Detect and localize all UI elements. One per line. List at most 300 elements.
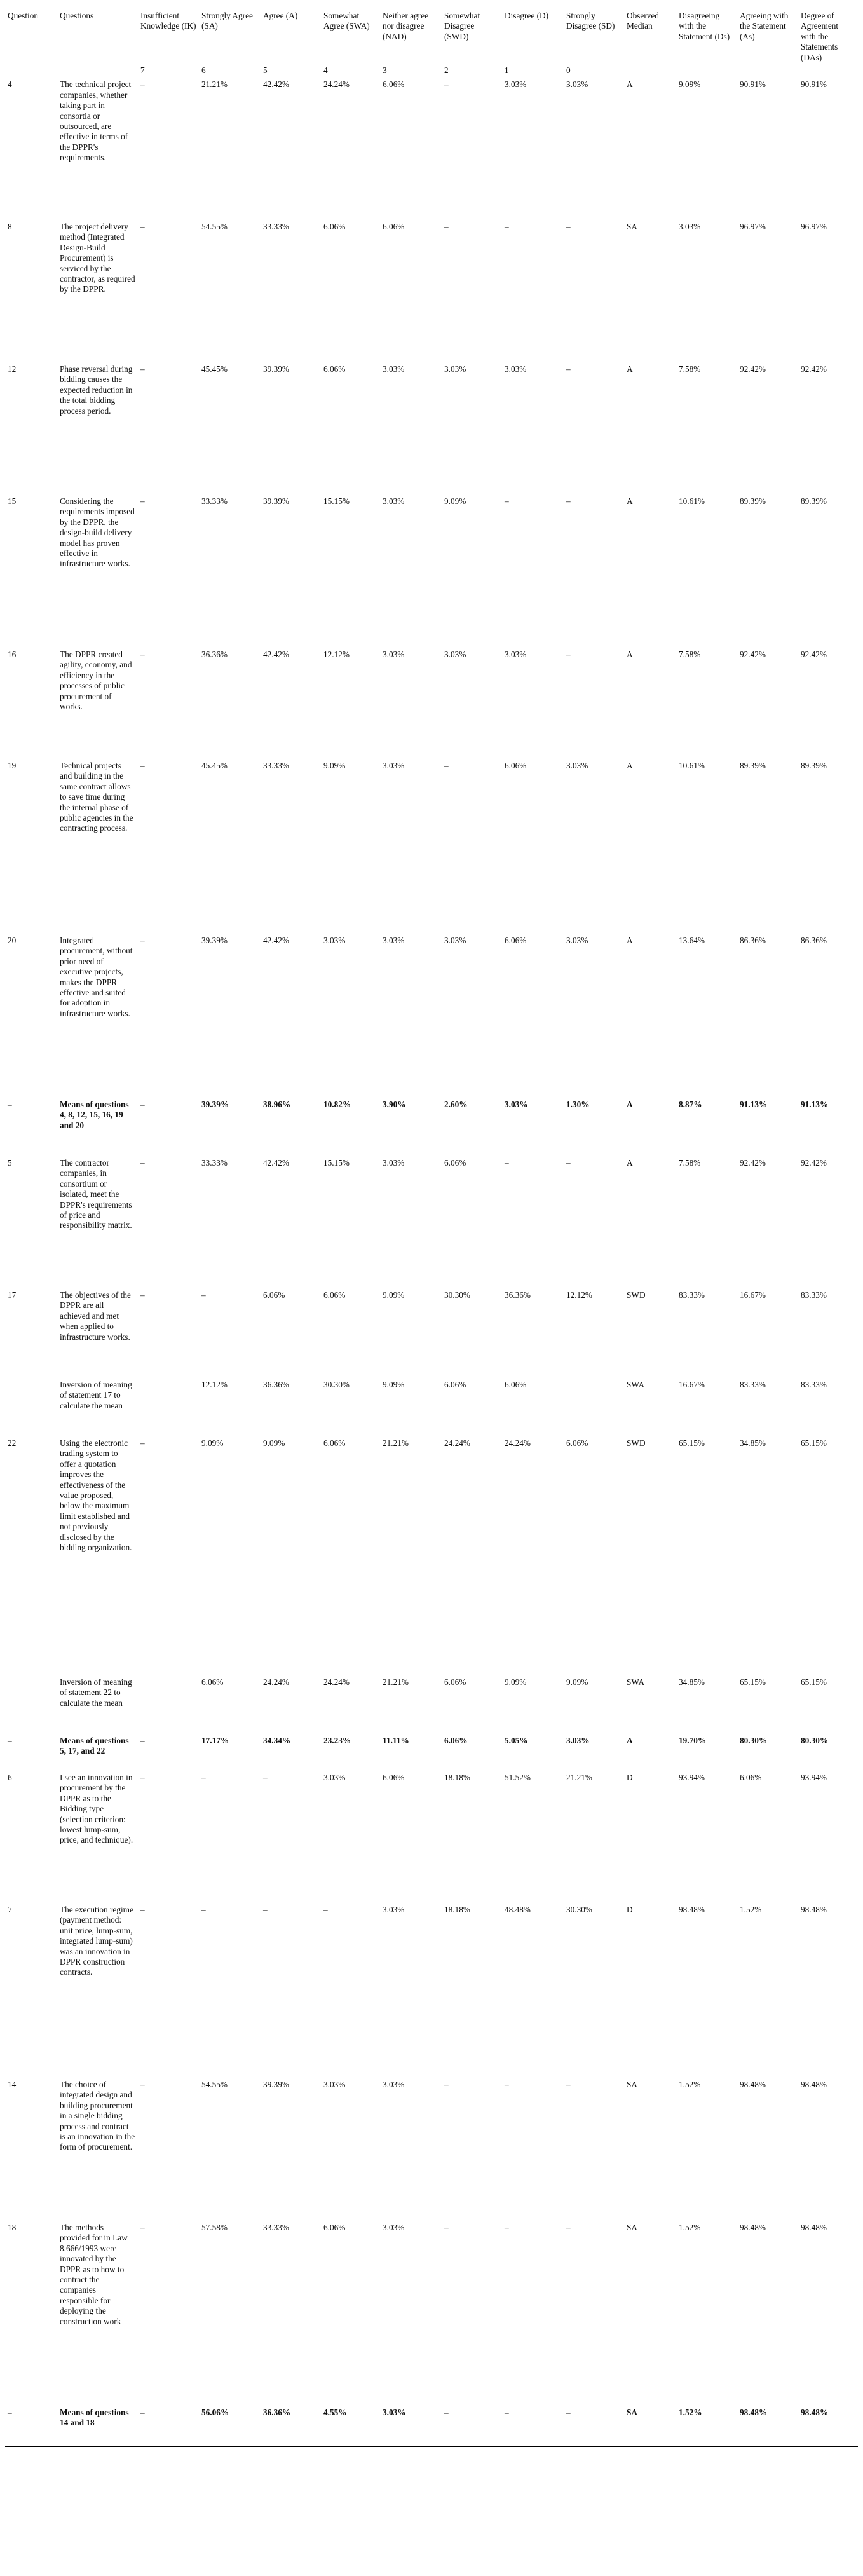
ik-cell: –	[140, 1438, 145, 1448]
question-number-cell: 4	[8, 79, 12, 90]
as-cell: 90.91%	[740, 79, 766, 90]
das-cell: 89.39%	[801, 496, 827, 506]
scale-code: 7	[138, 63, 199, 78]
question-number-cell: 19	[8, 760, 17, 770]
nad-cell: 6.06%	[383, 1772, 405, 1782]
table-row	[5, 2078, 858, 2221]
median-cell: SWD	[627, 1290, 646, 1300]
d-cell: 36.36%	[505, 1290, 531, 1300]
swd-cell: 9.09%	[444, 496, 466, 506]
swa-cell: 23.23%	[323, 1735, 351, 1745]
swa-cell: 6.06%	[323, 364, 346, 374]
das-cell: 98.48%	[801, 1904, 827, 1914]
median-cell: A	[627, 79, 633, 90]
table-row	[5, 934, 858, 1098]
swd-cell: 6.06%	[444, 1677, 466, 1687]
swa-cell: 24.24%	[323, 79, 350, 90]
a-cell: 42.42%	[263, 1157, 289, 1168]
question-text-cell: The DPPR created agility, economy, and efficiency in the processes of public procurement of works.	[60, 649, 132, 711]
as-cell: 34.85%	[740, 1438, 766, 1448]
question-number-cell: 22	[8, 1438, 17, 1448]
as-cell: 92.42%	[740, 364, 766, 374]
question-text-cell: Phase reversal during bidding causes the expected reduction in the total bidding process period.	[60, 364, 133, 416]
ik-cell: –	[140, 79, 145, 90]
d-cell: 6.06%	[505, 935, 527, 945]
ik-cell: –	[140, 2079, 145, 2089]
median-cell: A	[627, 1735, 633, 1745]
median-cell: SWA	[627, 1677, 645, 1687]
a-cell: 34.34%	[263, 1735, 291, 1745]
nad-cell: 11.11%	[383, 1735, 409, 1745]
column-header: Insufficient Knowledge (IK)	[138, 8, 199, 64]
sa-cell: –	[201, 1772, 206, 1782]
das-cell: 93.94%	[801, 1772, 827, 1782]
table-row	[5, 1676, 858, 1734]
swd-cell: 3.03%	[444, 364, 466, 374]
question-number-cell: 16	[8, 649, 17, 659]
sd-cell: 3.03%	[566, 1735, 590, 1745]
a-cell: 39.39%	[263, 364, 289, 374]
median-cell: D	[627, 1772, 633, 1782]
swa-cell: 3.03%	[323, 1772, 346, 1782]
nad-cell: 3.03%	[380, 2406, 442, 2447]
question-text-cell: The project delivery method (Integrated Design-Build Procurement) is serviced by the contractor, as required by the DPPR.	[60, 221, 135, 294]
sa-cell: 9.09%	[201, 1438, 224, 1448]
median-cell: A	[627, 1157, 633, 1168]
question-number-cell: –	[8, 1099, 12, 1109]
das-cell: 80.30%	[801, 1735, 829, 1745]
das-cell: 86.36%	[801, 935, 827, 945]
column-header: Agreeing with the Statement (As)	[737, 8, 798, 64]
a-cell: 36.36%	[263, 1379, 289, 1389]
d-cell: 9.09%	[505, 1677, 527, 1687]
swd-cell: 18.18%	[444, 1772, 470, 1782]
question-text-cell: Means of questions 14 and 18	[57, 2406, 138, 2447]
question-number-cell: 14	[8, 2079, 17, 2089]
nad-cell: 6.06%	[383, 79, 405, 90]
sa-cell: 33.33%	[201, 496, 228, 506]
scale-code	[5, 63, 57, 78]
sa-cell: 33.33%	[201, 1157, 228, 1168]
header-row	[5, 8, 858, 64]
as-cell: 91.13%	[740, 1099, 768, 1109]
as-cell: 83.33%	[740, 1379, 766, 1389]
median-cell: SA	[627, 221, 637, 231]
swa-cell: 6.06%	[323, 1438, 346, 1448]
scale-code: 5	[261, 63, 321, 78]
as-cell: 98.48%	[740, 2222, 766, 2232]
sa-cell: –	[201, 1290, 206, 1300]
sd-cell: 12.12%	[566, 1290, 592, 1300]
swa-cell: 6.06%	[323, 221, 346, 231]
question-number-cell: 8	[8, 221, 12, 231]
swd-cell: 6.06%	[444, 1735, 468, 1745]
nad-cell: 21.21%	[383, 1438, 409, 1448]
scale-code	[57, 63, 138, 78]
das-cell: 90.91%	[801, 79, 827, 90]
sa-cell: 56.06%	[199, 2406, 261, 2447]
swd-cell: 6.06%	[444, 1379, 466, 1389]
as-cell: 1.52%	[740, 1904, 762, 1914]
ds-cell: 1.52%	[679, 2222, 701, 2232]
a-cell: 36.36%	[261, 2406, 321, 2447]
median-cell: A	[627, 935, 633, 945]
question-text-cell: I see an innovation in procurement by the DPPR as to the Bidding type (selection criterion: lowest lump-sum, price, and technique).	[60, 1772, 133, 1845]
nad-cell: 3.03%	[383, 1904, 405, 1914]
sd-cell: 21.21%	[566, 1772, 592, 1782]
swd-cell: –	[444, 760, 449, 770]
column-header: Agree (A)	[261, 8, 321, 64]
sd-cell: –	[564, 2406, 624, 2447]
column-header: Somewhat Agree (SWA)	[321, 8, 380, 64]
das-cell: 98.48%	[798, 2406, 858, 2447]
nad-cell: 3.03%	[383, 935, 405, 945]
table-row	[5, 760, 858, 934]
d-cell: 6.06%	[505, 760, 527, 770]
sd-cell: –	[566, 649, 571, 659]
scale-code	[737, 63, 798, 78]
ik-cell: –	[138, 2406, 199, 2447]
mean-row	[5, 1734, 858, 1771]
as-cell: 92.42%	[740, 649, 766, 659]
ds-cell: 9.09%	[679, 79, 701, 90]
ds-cell: 98.48%	[679, 1904, 705, 1914]
mean-row	[5, 2406, 858, 2447]
a-cell: –	[263, 1772, 268, 1782]
table-row	[5, 221, 858, 363]
swd-cell: –	[442, 2406, 502, 2447]
sd-cell: –	[566, 2222, 571, 2232]
ik-cell	[138, 1379, 199, 1437]
a-cell: 33.33%	[263, 2222, 289, 2232]
ik-cell: –	[140, 1157, 145, 1168]
ds-cell: 10.61%	[679, 496, 705, 506]
a-cell: 38.96%	[263, 1099, 291, 1109]
median-cell: A	[627, 649, 633, 659]
mean-row	[5, 1098, 858, 1157]
das-cell: 96.97%	[801, 221, 827, 231]
question-text-cell: The objectives of the DPPR are all achieved and met when applied to infrastructure works.	[60, 1290, 131, 1342]
column-header: Disagreeing with the Statement (Ds)	[676, 8, 737, 64]
sd-cell: 1.30%	[566, 1099, 590, 1109]
column-header: Questions	[57, 8, 138, 64]
as-cell: 96.97%	[740, 221, 766, 231]
table-row	[5, 1379, 858, 1437]
swd-cell: 18.18%	[444, 1904, 470, 1914]
question-text-cell: Considering the requirements imposed by the DPPR, the design-build delivery model has proven effective in infrastructure works.	[60, 496, 135, 569]
median-cell: A	[627, 364, 633, 374]
sd-cell: –	[566, 1157, 571, 1168]
ds-cell: 1.52%	[676, 2406, 737, 2447]
table-row	[5, 495, 858, 648]
as-cell: 98.48%	[740, 2079, 766, 2089]
as-cell: 86.36%	[740, 935, 766, 945]
median-cell: A	[627, 760, 633, 770]
table-row	[5, 78, 858, 221]
median-cell: A	[627, 496, 633, 506]
swd-cell: 3.03%	[444, 649, 466, 659]
question-number-cell: 5	[8, 1157, 12, 1168]
table-row	[5, 1437, 858, 1676]
nad-cell: 3.03%	[383, 1157, 405, 1168]
das-cell: 98.48%	[801, 2079, 827, 2089]
sd-cell: 3.03%	[566, 79, 588, 90]
question-text-cell: The choice of integrated design and building procurement in a single bidding process and contract is an innovation in the form of procurement.	[60, 2079, 135, 2152]
ds-cell: 65.15%	[679, 1438, 705, 1448]
scale-code: 6	[199, 63, 261, 78]
d-cell: –	[505, 221, 509, 231]
a-cell: 42.42%	[263, 79, 289, 90]
column-header: Neither agree nor disagree (NAD)	[380, 8, 442, 64]
as-cell: 92.42%	[740, 1157, 766, 1168]
nad-cell: 3.03%	[383, 649, 405, 659]
das-cell: 65.15%	[801, 1438, 827, 1448]
scale-code	[624, 63, 676, 78]
scale-code	[798, 63, 858, 78]
ik-cell: –	[140, 1735, 145, 1745]
swa-cell: 24.24%	[323, 1677, 350, 1687]
ik-cell: –	[140, 649, 145, 659]
das-cell: 92.42%	[801, 649, 827, 659]
column-header: Somewhat Disagree (SWD)	[442, 8, 502, 64]
table-row	[5, 1289, 858, 1379]
median-cell: SWD	[627, 1438, 646, 1448]
as-cell: 65.15%	[740, 1677, 766, 1687]
ds-cell: 16.67%	[679, 1379, 705, 1389]
nad-cell: 9.09%	[383, 1290, 405, 1300]
nad-cell: 3.03%	[383, 496, 405, 506]
question-text-cell: Means of questions 4, 8, 12, 15, 16, 19 and 20	[60, 1099, 129, 1130]
das-cell: 92.42%	[801, 364, 827, 374]
ik-cell: –	[140, 1099, 145, 1109]
das-cell: 92.42%	[801, 1157, 827, 1168]
sa-cell: 39.39%	[201, 935, 228, 945]
das-cell: 91.13%	[801, 1099, 829, 1109]
sa-cell: 45.45%	[201, 760, 228, 770]
ik-cell: –	[140, 2222, 145, 2232]
table-row	[5, 1904, 858, 2078]
a-cell: 42.42%	[263, 935, 289, 945]
sa-cell: 54.55%	[201, 221, 228, 231]
a-cell: 39.39%	[263, 2079, 289, 2089]
ik-cell: –	[140, 221, 145, 231]
d-cell: –	[505, 2222, 509, 2232]
d-cell: 3.03%	[505, 79, 527, 90]
d-cell: 5.05%	[505, 1735, 528, 1745]
sa-cell: 45.45%	[201, 364, 228, 374]
question-text-cell: Inversion of meaning of statement 22 to calculate the mean	[60, 1677, 132, 1708]
swa-cell: 6.06%	[323, 2222, 346, 2232]
as-cell: 98.48%	[737, 2406, 798, 2447]
table-row	[5, 1157, 858, 1289]
ds-cell: 7.58%	[679, 649, 701, 659]
sa-cell: 57.58%	[201, 2222, 228, 2232]
a-cell: 39.39%	[263, 496, 289, 506]
sa-cell: 36.36%	[201, 649, 228, 659]
d-cell: 51.52%	[505, 1772, 531, 1782]
as-cell: 16.67%	[740, 1290, 766, 1300]
ds-cell: 3.03%	[679, 221, 701, 231]
scale-code-row	[5, 63, 858, 78]
scale-code: 0	[564, 63, 624, 78]
sd-cell: 3.03%	[566, 935, 588, 945]
swa-cell: 10.82%	[323, 1099, 351, 1109]
sa-cell: 6.06%	[201, 1677, 224, 1687]
ds-cell: 1.52%	[679, 2079, 701, 2089]
das-cell: 89.39%	[801, 760, 827, 770]
swd-cell: 24.24%	[444, 1438, 470, 1448]
sd-cell: –	[566, 364, 571, 374]
swa-cell: 12.12%	[323, 649, 350, 659]
swa-cell: 15.15%	[323, 496, 350, 506]
ik-cell: –	[140, 1290, 145, 1300]
column-header: Degree of Agreement with the Statements (DAs)	[798, 8, 858, 64]
d-cell: 3.03%	[505, 1099, 528, 1109]
swa-cell: 6.06%	[323, 1290, 346, 1300]
ds-cell: 7.58%	[679, 364, 701, 374]
das-cell: 83.33%	[801, 1379, 827, 1389]
sd-cell: 30.30%	[566, 1904, 592, 1914]
sd-cell: 3.03%	[566, 760, 588, 770]
scale-code: 4	[321, 63, 380, 78]
question-text-cell: The methods provided for in Law 8.666/1993 were innovated by the DPPR as to how to contract the companies responsible for deploying the construction work	[60, 2222, 128, 2326]
das-cell: 98.48%	[801, 2222, 827, 2232]
ds-cell: 10.61%	[679, 760, 705, 770]
question-number-cell: 20	[8, 935, 17, 945]
a-cell: 33.33%	[263, 760, 289, 770]
column-header: Strongly Agree (SA)	[199, 8, 261, 64]
ik-cell: –	[140, 364, 145, 374]
d-cell: 24.24%	[505, 1438, 531, 1448]
question-text-cell: The execution regime (payment method: unit price, lump-sum, integrated lump-sum) was an innovation in DPPR construction contracts.	[60, 1904, 133, 1977]
as-cell: 6.06%	[740, 1772, 762, 1782]
ds-cell: 19.70%	[679, 1735, 707, 1745]
swa-cell: 3.03%	[323, 935, 346, 945]
d-cell: –	[505, 2079, 509, 2089]
question-text-cell: Inversion of meaning of statement 17 to calculate the mean	[60, 1379, 132, 1410]
swa-cell: 30.30%	[323, 1379, 350, 1389]
median-cell: D	[627, 1904, 633, 1914]
question-number-cell: 15	[8, 496, 17, 506]
column-header: Question	[5, 8, 57, 64]
as-cell: 80.30%	[740, 1735, 768, 1745]
question-text-cell: Integrated procurement, without prior need of executive projects, makes the DPPR effective and suited for adoption in infrastructure works.	[60, 935, 133, 1018]
column-header: Observed Median	[624, 8, 676, 64]
das-cell: 83.33%	[801, 1290, 827, 1300]
scale-code: 2	[442, 63, 502, 78]
table-row	[5, 1771, 858, 1904]
median-cell: SA	[627, 2079, 637, 2089]
sd-cell: –	[566, 496, 571, 506]
likert-results-table	[5, 8, 858, 2447]
column-header: Disagree (D)	[502, 8, 564, 64]
question-number-cell: 6	[8, 1772, 12, 1782]
table-body	[5, 78, 858, 2447]
d-cell: –	[502, 2406, 564, 2447]
question-number-cell: 17	[8, 1290, 17, 1300]
nad-cell: 3.03%	[383, 364, 405, 374]
a-cell: 6.06%	[263, 1290, 285, 1300]
question-number-cell: 12	[8, 364, 17, 374]
as-cell: 89.39%	[740, 496, 766, 506]
scale-code	[676, 63, 737, 78]
ds-cell: 13.64%	[679, 935, 705, 945]
table-row	[5, 648, 858, 760]
d-cell: –	[505, 1157, 509, 1168]
swa-cell: 9.09%	[323, 760, 346, 770]
swd-cell: –	[444, 221, 449, 231]
sa-cell: 39.39%	[201, 1099, 229, 1109]
sa-cell: 12.12%	[201, 1379, 228, 1389]
a-cell: 33.33%	[263, 221, 289, 231]
das-cell: 65.15%	[801, 1677, 827, 1687]
nad-cell: 3.03%	[383, 760, 405, 770]
d-cell: –	[505, 496, 509, 506]
median-cell: A	[627, 1099, 633, 1109]
d-cell: 3.03%	[505, 649, 527, 659]
swa-cell: 15.15%	[323, 1157, 350, 1168]
question-number-cell	[5, 1676, 57, 1734]
median-cell: SWA	[627, 1379, 645, 1389]
column-header: Strongly Disagree (SD)	[564, 8, 624, 64]
ds-cell: 34.85%	[679, 1677, 705, 1687]
as-cell: 89.39%	[740, 760, 766, 770]
swd-cell: 6.06%	[444, 1157, 466, 1168]
swa-cell: –	[323, 1904, 328, 1914]
a-cell: –	[263, 1904, 268, 1914]
question-number-cell: –	[5, 2406, 57, 2447]
scale-code: 1	[502, 63, 564, 78]
a-cell: 9.09%	[263, 1438, 285, 1448]
a-cell: 24.24%	[263, 1677, 289, 1687]
question-text-cell: Using the electronic trading system to offer a quotation improves the effectiveness of the value proposed, below the maximum limit established and not previously disclosed by the bidding organization.	[60, 1438, 132, 1552]
swd-cell: –	[444, 2079, 449, 2089]
ik-cell	[138, 1676, 199, 1734]
nad-cell: 6.06%	[383, 221, 405, 231]
a-cell: 42.42%	[263, 649, 289, 659]
swd-cell: 2.60%	[444, 1099, 468, 1109]
sa-cell: 17.17%	[201, 1735, 229, 1745]
ik-cell: –	[140, 760, 145, 770]
ds-cell: 8.87%	[679, 1099, 702, 1109]
ik-cell: –	[140, 935, 145, 945]
nad-cell: 3.03%	[383, 2222, 405, 2232]
sa-cell: 21.21%	[201, 79, 228, 90]
ik-cell: –	[140, 1772, 145, 1782]
nad-cell: 21.21%	[383, 1677, 409, 1687]
swa-cell: 4.55%	[321, 2406, 380, 2447]
ik-cell: –	[140, 1904, 145, 1914]
sd-cell: 6.06%	[566, 1438, 588, 1448]
median-cell: SA	[624, 2406, 676, 2447]
sd-cell: 9.09%	[566, 1677, 588, 1687]
d-cell: 6.06%	[505, 1379, 527, 1389]
sa-cell: –	[201, 1904, 206, 1914]
swa-cell: 3.03%	[323, 2079, 346, 2089]
swd-cell: 30.30%	[444, 1290, 470, 1300]
sd-cell: –	[566, 221, 571, 231]
ds-cell: 83.33%	[679, 1290, 705, 1300]
sd-cell: –	[566, 2079, 571, 2089]
median-cell: SA	[627, 2222, 637, 2232]
nad-cell: 3.03%	[383, 2079, 405, 2089]
question-number-cell	[5, 1379, 57, 1437]
nad-cell: 9.09%	[383, 1379, 405, 1389]
d-cell: 48.48%	[505, 1904, 531, 1914]
swd-cell: –	[444, 2222, 449, 2232]
question-text-cell: Means of questions 5, 17, and 22	[60, 1735, 129, 1756]
swd-cell: 3.03%	[444, 935, 466, 945]
